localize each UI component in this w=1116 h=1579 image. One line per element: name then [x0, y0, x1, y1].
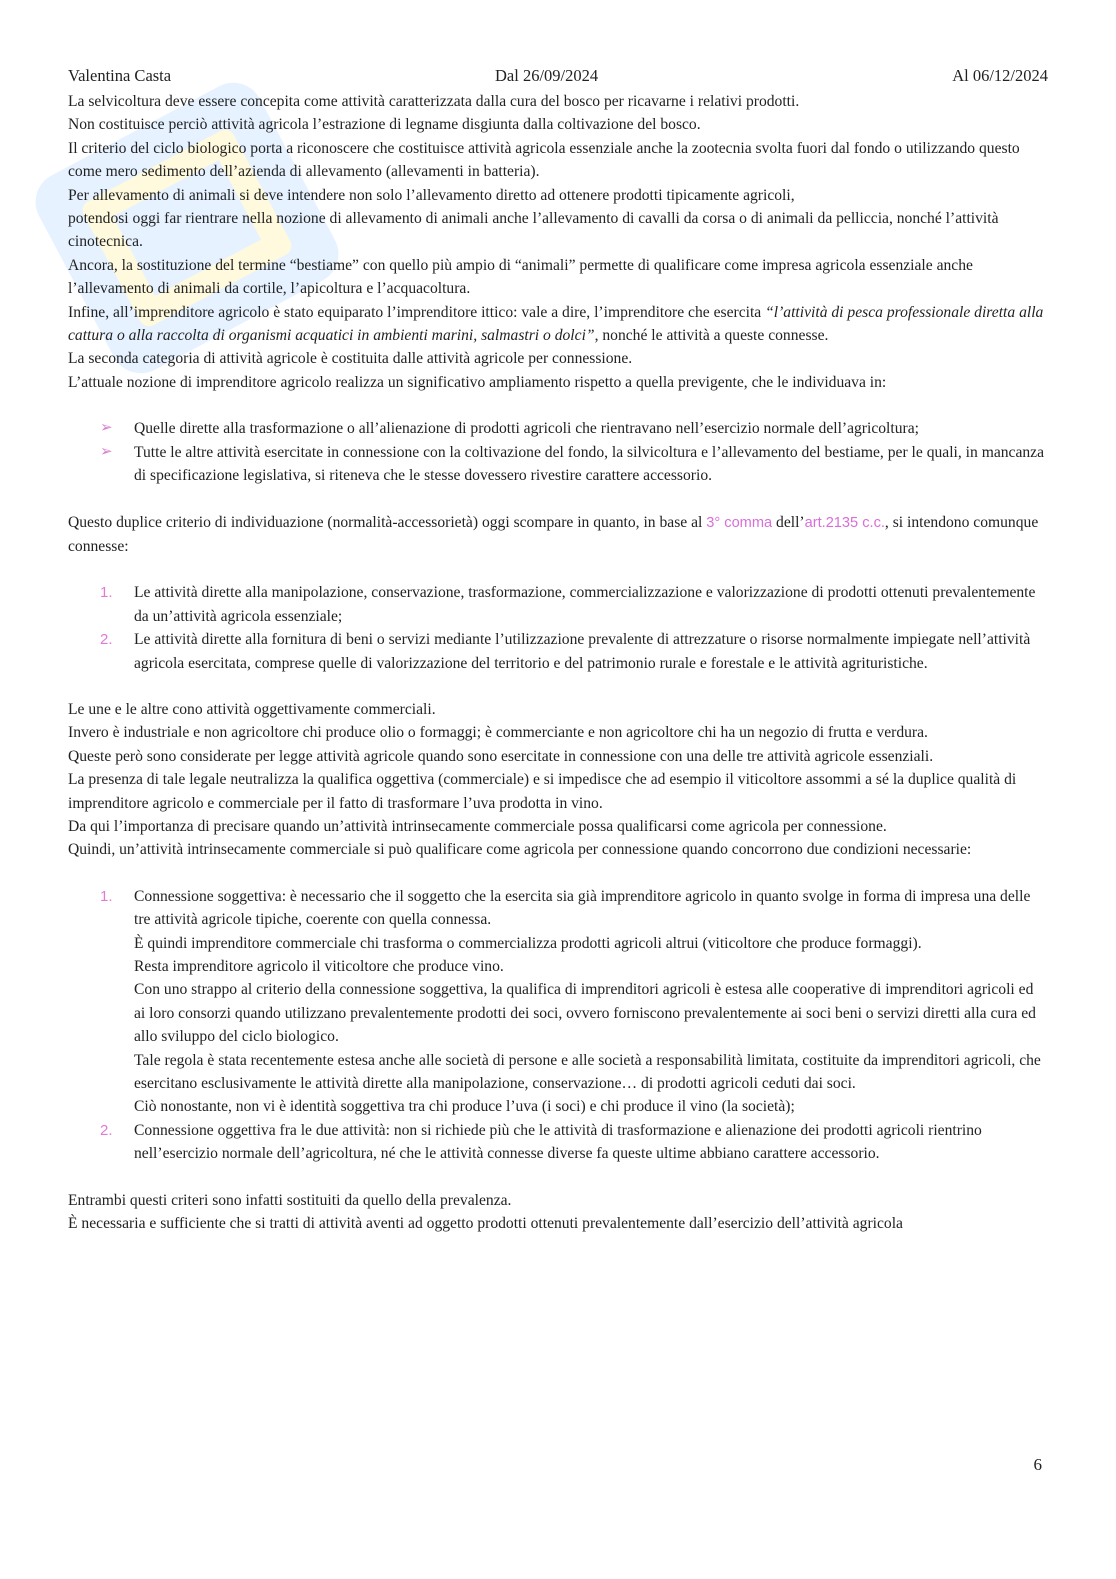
paragraph: La seconda categoria di attività agricole è costituita dalle attività agricole per connessione. [68, 350, 633, 368]
comma-link[interactable]: 3° comma [706, 514, 773, 531]
arrow-bullet-icon: ➢ [100, 443, 113, 460]
list-item: 1. Connessione soggettiva: è necessario che il soggetto che la esercita sia già imprenditore agricolo in quanto svolge in forma di impresa una delle tre attività agricole tipiche, coerente con quella connessa. È quindi imprenditore commerciale chi trasforma o commercializza prodotti agricoli altrui (viticoltore che produce formaggi). Resta imprenditore agricolo il viticoltore che produce vino. Con uno strappo al criterio della connessione soggettiva, la qualifica di imprenditori agricoli è estesa alle cooperative di imprenditori agricoli ed ai loro consorzi quando utilizzano prevalentemente prodotti dei soci, ovvero forniscono prevalentemente ai soci beni o servizi diretti alla cura ed allo sviluppo del ciclo biologico. Tale regola è stata recentemente estesa anche alle società di persone e alle società a responsabilità limitata, costituite da imprenditori agricoli, che esercitano esclusivamente le attività dirette alla manipolazione, conservazione… di prodotti agricoli ceduti dai soci. Ciò nonostante, non vi è identità soggettiva tra chi produce l’uva (i soci) e chi produce il vino (la società); [100, 887, 1041, 1116]
paragraph: Queste però sono considerate per legge attività agricole quando sono esercitate in connessione con una delle tre attività agricole essenziali. [68, 747, 934, 765]
author-name: Valentina Casta [68, 66, 172, 85]
paragraph-duplice: Questo duplice criterio di individuazione (normalità-accessorietà) oggi scompare in quanto, in base al 3° comma dell’art.2135 c.c., si intendono comunque connesse: [68, 513, 1039, 555]
legal-quote: “l’attività di pesca professionale diretta alla cattura o alla raccolta di organismi acquatici in ambienti marini, salmastri o dolci” [68, 303, 1044, 345]
arrow-bullet-icon: ➢ [100, 420, 113, 437]
paragraph: Per allevamento di animali si deve intendere non solo l’allevamento diretto ad ottenere prodotti tipicamente agricoli, [68, 186, 795, 204]
list-item: ➢ Tutte le altre attività esercitate in connessione con la coltivazione del fondo, la silvicoltura e l’allevamento del bestiame, per le quali, in mancanza di specificazione legislativa, si riteneva che le stesse dovessero rivestire carattere accessorio. [68, 441, 1048, 488]
paragraph: Da qui l’importanza di precisare quando un’attività intrinsecamente commerciale possa qualificarsi come agricola per connessione. [68, 817, 887, 835]
date-to: Al 06/12/2024 [952, 66, 1048, 85]
paragraph: Invero è industriale e non agricoltore chi produce olio o formaggi; è commerciante e non agricoltore chi ha un negozio di frutta e verdura. [68, 724, 928, 742]
article-link[interactable]: art.2135 c.c. [804, 514, 885, 531]
list-item: ➢ Quelle dirette alla trasformazione o all’alienazione di prodotti agricoli che rientravano nell’esercizio normale dell’agricoltura; [68, 417, 1048, 440]
paragraph-ittico: Infine, all’imprenditore agricolo è stato equiparato l’imprenditore ittico: vale a dire, l’imprenditore che esercita “l’attività di pesca professionale diretta alla cattura o alla raccolta di organismi acquatici in ambienti marini, salmastri o dolci”, nonché le attività a queste connesse. [68, 303, 1044, 345]
paragraph: Le une e le altre cono attività oggettivamente commerciali. [68, 700, 436, 718]
date-from: Dal 26/09/2024 [495, 66, 599, 85]
paragraph: La selvicoltura deve essere concepita come attività caratterizzata dalla cura del bosco per ricavarne i relativi prodotti. [68, 93, 800, 110]
condizioni-list [68, 885, 1048, 1166]
page-header [68, 64, 1048, 90]
list-item: 2. Connessione oggettiva fra le due attività: non si richiede più che le attività di trasformazione e alienazione dei prodotti agricoli rientrino nell’esercizio normale dell’agricoltura, né che le attività connesse diverse fa queste ultime abbiano carattere accessorio. [100, 1121, 982, 1163]
paragraph: Il criterio del ciclo biologico porta a riconoscere che costituisce attività agricola essenziale anche la zootecnia svolta fuori dal fondo o utilizzando questo come mero sedimento dell’azienda di allevamento (allevamenti in batteria). [68, 139, 1020, 181]
paragraph: L’attuale nozione di imprenditore agricolo realizza un significativo ampliamento rispetto a quella previgente, che le individuava in: [68, 373, 887, 391]
list-item: 1. Le attività dirette alla manipolazione, conservazione, trasformazione, commercializzazione e valorizzazione di prodotti ottenuti prevalentemente da un’attività agricola essenziale; [100, 584, 1036, 625]
page-number: 6 [1033, 1455, 1042, 1474]
paragraph: La presenza di tale legale neutralizza la qualifica oggettiva (commerciale) e si impedisce che ad esempio il viticoltore assommi a sé la duplice qualità di imprenditore agricolo e commerciale per il fatto di trasformare l’uva prodotta in vino. [68, 771, 1017, 812]
paragraph: Entrambi questi criteri sono infatti sostituiti da quello della prevalenza. [68, 1191, 512, 1209]
connesse-list [68, 581, 1048, 675]
paragraph: Ancora, la sostituzione del termine “bestiame” con quello più ampio di “animali” permette di qualificare come impresa agricola essenziale anche l’allevamento di animali da cortile, l’apicoltura e l’acquacoltura. [68, 256, 973, 298]
document-page [68, 64, 1048, 1235]
paragraph: Quindi, un’attività intrinsecamente commerciale si può qualificare come agricola per connessione quando concorrono due condizioni necessarie: [68, 841, 972, 859]
paragraph: potendosi oggi far rientrare nella nozione di allevamento di animali anche l’allevamento di cavalli da corsa o di animali da pelliccia, nonché l’attività cinotecnica. [68, 210, 999, 251]
previgente-list [68, 417, 1048, 487]
list-item: 2. Le attività dirette alla fornitura di beni o servizi mediante l’utilizzazione prevalente di attrezzature o risorse normalmente impiegate nell’attività agricola esercitata, comprese quelle di valorizzazione del territorio e del patrimonio rurale e forestale e le attività agrituristiche. [100, 631, 1031, 672]
paragraph: È necessaria e sufficiente che si tratti di attività aventi ad oggetto prodotti ottenuti prevalentemente dall’esercizio dell’attività agricola [68, 1215, 903, 1233]
paragraph: Non costituisce perciò attività agricola l’estrazione di legname disgiunta dalla coltivazione del bosco. [68, 116, 701, 134]
